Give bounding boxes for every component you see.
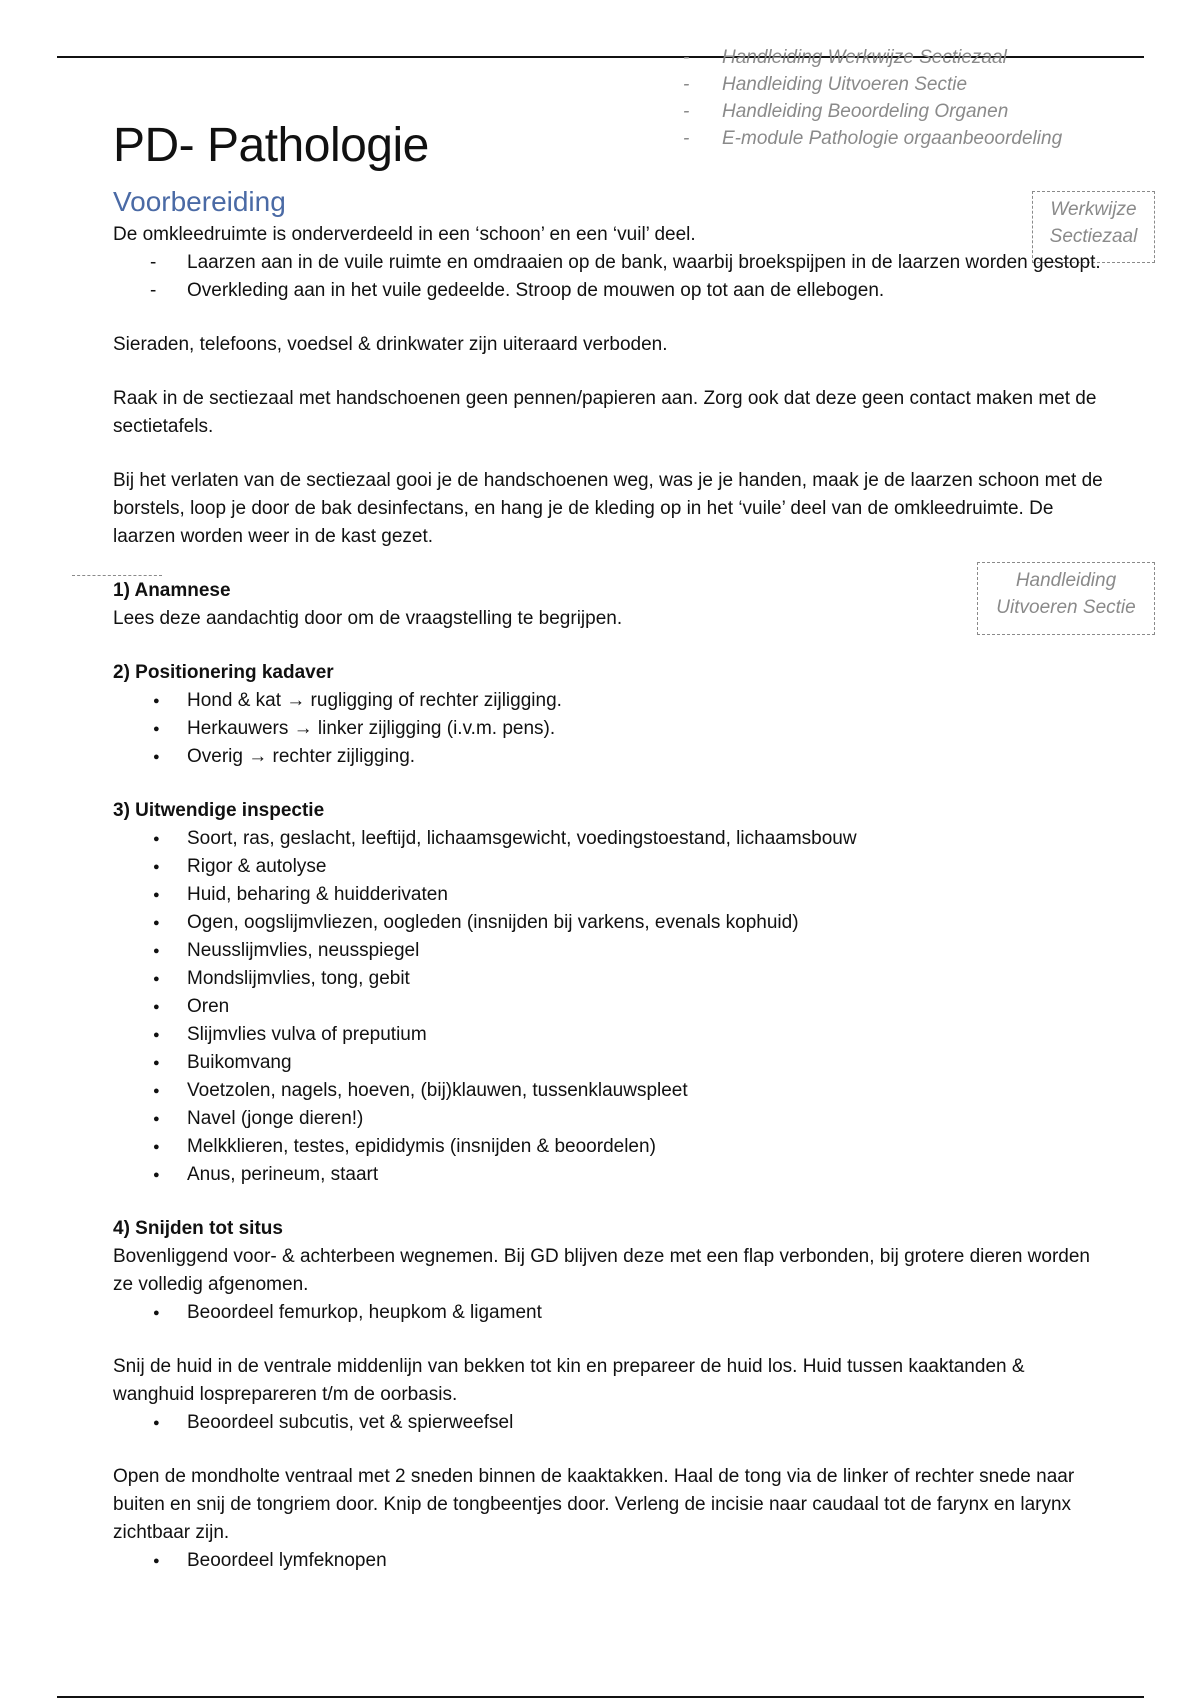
section-heading-voorbereiding: Voorbereiding <box>113 186 286 217</box>
list-item: ● Beoordeel lymfeknopen <box>113 1547 1103 1575</box>
reference-list <box>683 44 1103 152</box>
list-item: ● Herkauwers → linker zijligging (i.v.m. pens). <box>113 715 1103 743</box>
list-item: ● Beoordeel subcutis, vet & spierweefsel <box>113 1409 1103 1437</box>
reference-item[interactable]: - Handleiding Beoordeling Organen <box>683 101 1009 122</box>
bullet-list <box>113 1409 1103 1437</box>
bullet-list <box>113 687 1103 771</box>
reference-item[interactable]: - Handleiding Werkwijze Sectiezaal <box>683 47 1007 68</box>
list-item: ● Oren <box>113 993 1103 1021</box>
list-item: ● Voetzolen, nagels, hoeven, (bij)klauwen, tussenklauwspleet <box>113 1077 1103 1105</box>
list-item: ● Mondslijmvlies, tong, gebit <box>113 965 1103 993</box>
reference-item[interactable]: - Handleiding Uitvoeren Sectie <box>683 74 968 95</box>
list-item: ● Beoordeel femurkop, heupkom & ligament <box>113 1299 1103 1327</box>
footer-rule <box>57 1696 1144 1698</box>
paragraph: Sieraden, telefoons, voedsel & drinkwater zijn uiteraard verboden. <box>113 334 668 355</box>
section-heading: 3) Uitwendige inspectie <box>113 800 325 821</box>
paragraph: Raak in de sectiezaal met handschoenen geen pennen/papieren aan. Zorg ook dat deze geen contact maken met de sectietafels. <box>113 388 1097 437</box>
section-heading: 2) Positionering kadaver <box>113 662 334 683</box>
list-item: - Laarzen aan in de vuile ruimte en omdraaien op de bank, waarbij broekspijpen in de laarzen worden gestopt. <box>113 249 1103 277</box>
list-item: ● Rigor & autolyse <box>113 853 1103 881</box>
list-item: ● Slijmvlies vulva of preputium <box>113 1021 1103 1049</box>
dash-list <box>113 249 1103 305</box>
list-item: ● Hond & kat → rugligging of rechter zijligging. <box>113 687 1103 715</box>
list-item: ● Overig → rechter zijligging. <box>113 743 1103 771</box>
document-body <box>113 221 1103 1575</box>
paragraph: Bovenliggend voor- & achterbeen wegnemen. Bij GD blijven deze met een flap verbonden, bij grotere dieren worden ze volledig afgenomen. <box>113 1246 1090 1295</box>
list-item: ● Navel (jonge dieren!) <box>113 1105 1103 1133</box>
list-item: - Overkleding aan in het vuile gedeelde. Stroop de mouwen op tot aan de ellebogen. <box>113 277 1103 305</box>
list-item: ● Anus, perineum, staart <box>113 1161 1103 1189</box>
bullet-list <box>113 1299 1103 1327</box>
bullet-list <box>113 1547 1103 1575</box>
paragraph: Snij de huid in de ventrale middenlijn van bekken tot kin en prepareer de huid los. Huid tussen kaaktanden & wanghuid losprepareren t/m de oorbasis. <box>113 1356 1025 1405</box>
page-title: PD- Pathologie <box>113 119 429 172</box>
reference-item[interactable]: - E-module Pathologie orgaanbeoordeling <box>683 128 1063 149</box>
list-item: ● Neusslijmvlies, neusspiegel <box>113 937 1103 965</box>
list-item: ● Soort, ras, geslacht, leeftijd, lichaamsgewicht, voedingstoestand, lichaamsbouw <box>113 825 1103 853</box>
list-item: ● Buikomvang <box>113 1049 1103 1077</box>
list-item: ● Huid, beharing & huidderivaten <box>113 881 1103 909</box>
paragraph: Bij het verlaten van de sectiezaal gooi je de handschoenen weg, was je je handen, maak je de laarzen schoon met de borstels, loop je door de bak desinfectans, en hang je de kleding op in het ‘vuile’ deel van de omkleedruimte. De laarzen worden weer in de kast gezet. <box>113 470 1103 547</box>
paragraph: De omkleedruimte is onderverdeeld in een ‘schoon’ en een ‘vuil’ deel. <box>113 224 696 245</box>
list-item: ● Ogen, oogslijmvliezen, oogleden (insnijden bij varkens, evenals kophuid) <box>113 909 1103 937</box>
margin-note-werkwijze[interactable]: Werkwijze Sectiezaal <box>1032 191 1155 263</box>
margin-note-uitvoeren[interactable]: Handleiding Uitvoeren Sectie <box>977 562 1155 635</box>
section-heading: 4) Snijden tot situs <box>113 1218 283 1239</box>
paragraph: Lees deze aandachtig door om de vraagstelling te begrijpen. <box>113 608 623 629</box>
paragraph: Open de mondholte ventraal met 2 sneden binnen de kaaktakken. Haal de tong via de linker of rechter snede naar buiten en snij de tongriem door. Knip de tongbeentjes door. Verleng de incisie naar caudaal tot de farynx en larynx zichtbaar zijn. <box>113 1466 1075 1543</box>
list-item: ● Melkklieren, testes, epididymis (insnijden & beoordelen) <box>113 1133 1103 1161</box>
bullet-list <box>113 825 1103 1189</box>
section-heading: 1) Anamnese <box>113 580 231 601</box>
